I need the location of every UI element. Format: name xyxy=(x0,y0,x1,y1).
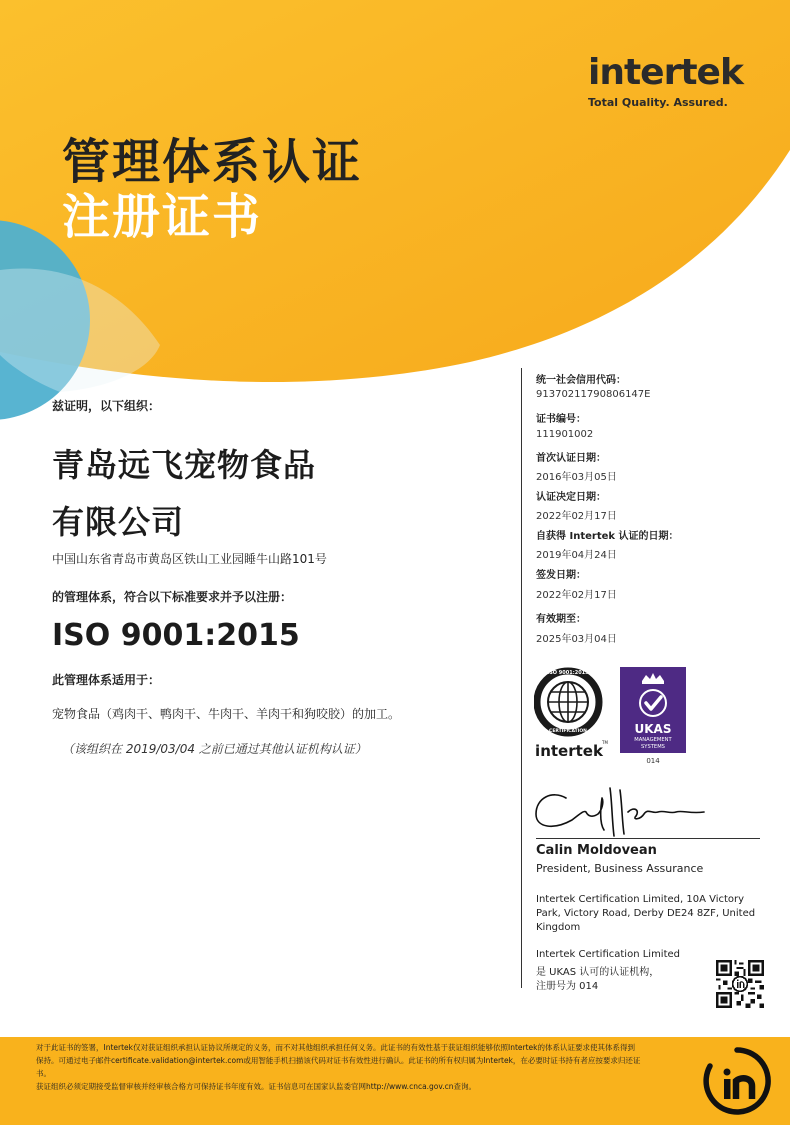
company-name-line1: 青岛远飞宠物食品 xyxy=(52,446,317,484)
footer-line: 对于此证书的签署，Intertek仅对获证组织承担认证协议所规定的义务，而不对其他组织承担任何义务。此证书的有效性基于获证组织能够依照Intertek的体系认证要求使其体系得到 xyxy=(36,1043,635,1052)
detail-label: 认证决定日期： xyxy=(536,492,606,503)
scope-text: 宠物食品（鸡肉干、鸭肉干、牛肉干、羊肉干和狗咬胶）的加工。 xyxy=(52,707,401,721)
company-address: 中国山东省青岛市黄岛区铁山工业园睡牛山路101号 xyxy=(52,552,327,566)
standard-name: ISO 9001:2015 xyxy=(52,618,300,653)
footer-line: 书。 xyxy=(36,1069,51,1078)
detail-label: 有效期至： xyxy=(536,614,586,625)
conformity-statement: 的管理体系，符合以下标准要求并予以注册： xyxy=(52,590,293,604)
ukas-number: 014 xyxy=(646,757,660,765)
mark-intertek-text: intertek xyxy=(535,742,603,760)
detail-label: 签发日期： xyxy=(536,570,586,581)
scope-label: 此管理体系适用于： xyxy=(52,673,161,687)
detail-label: 自获得 Intertek 认证的日期： xyxy=(536,531,679,542)
detail-label: 统一社会信用代码： xyxy=(536,375,626,386)
certificate-title: 管理体系认证 xyxy=(62,134,363,190)
signatory-name: Calin Moldovean xyxy=(536,843,657,858)
certificate-subtitle: 注册证书 xyxy=(62,189,263,245)
detail-value: 2025年03月04日 xyxy=(536,634,617,645)
footer-disclaimer xyxy=(36,1041,686,1093)
ukas-statement-line: 注册号为 014 xyxy=(536,981,599,992)
signature xyxy=(532,784,712,838)
ukas-sub-text: SYSTEMS xyxy=(641,744,665,750)
footer-line: 获证组织必须定期接受监督审核并经审核合格方可保持证书年度有效。证书信息可在国家认监委官网http://www.cnca.gov.cn查询。 xyxy=(36,1082,477,1091)
certify-intro: 兹证明，以下组织： xyxy=(52,399,161,413)
mark-iso-text: ISO 9001:2015 xyxy=(547,670,589,676)
ukas-statement-line: Intertek Certification Limited xyxy=(536,949,681,960)
intertek-in-icon xyxy=(702,1046,772,1116)
ukas-main-text: UKAS xyxy=(634,722,672,736)
brand-tagline: Total Quality. Assured. xyxy=(588,96,728,109)
issuer-address: Intertek Certification Limited, 10A Victory Park, Victory Road, Derby DE24 8ZF, United Kingdom xyxy=(536,894,756,933)
ukas-sub-text: MANAGEMENT xyxy=(634,737,672,743)
detail-label: 首次认证日期： xyxy=(536,453,606,464)
ukas-statement-line: 是 UKAS 认可的认证机构， xyxy=(536,967,660,978)
mark-certification-text: CERTIFICATION xyxy=(549,729,587,734)
prior-certification-note: （该组织在 2019/03/04 之前已通过其他认证机构认证） xyxy=(62,742,367,756)
qr-code[interactable] xyxy=(716,960,764,1008)
detail-value: 2022年02月17日 xyxy=(536,511,617,522)
footer-line: 保持。可通过电子邮件certificate.validation@intertek.com或用智能手机扫描该代码对证书有效性进行确认。此证书的所有权归属为Intertek，在必要时证书持有者应按要求归还证 xyxy=(36,1056,641,1065)
mark-tm-text: TM xyxy=(602,740,608,745)
signature-line xyxy=(536,838,760,839)
intertek-certification-mark xyxy=(534,664,610,764)
detail-value: 2019年04月24日 xyxy=(536,550,617,561)
detail-label: 证书编号： xyxy=(536,414,586,425)
intertek-logo: intertek xyxy=(588,52,743,93)
ukas-accreditation-mark xyxy=(620,667,686,765)
signatory-title: President, Business Assurance xyxy=(536,862,704,875)
column-divider xyxy=(521,368,522,988)
detail-value: 111901002 xyxy=(536,429,594,440)
detail-value: 2022年02月17日 xyxy=(536,590,617,601)
detail-value: 91370211790806147E xyxy=(536,389,651,400)
detail-value: 2016年03月05日 xyxy=(536,472,617,483)
company-name-line2: 有限公司 xyxy=(52,503,185,541)
